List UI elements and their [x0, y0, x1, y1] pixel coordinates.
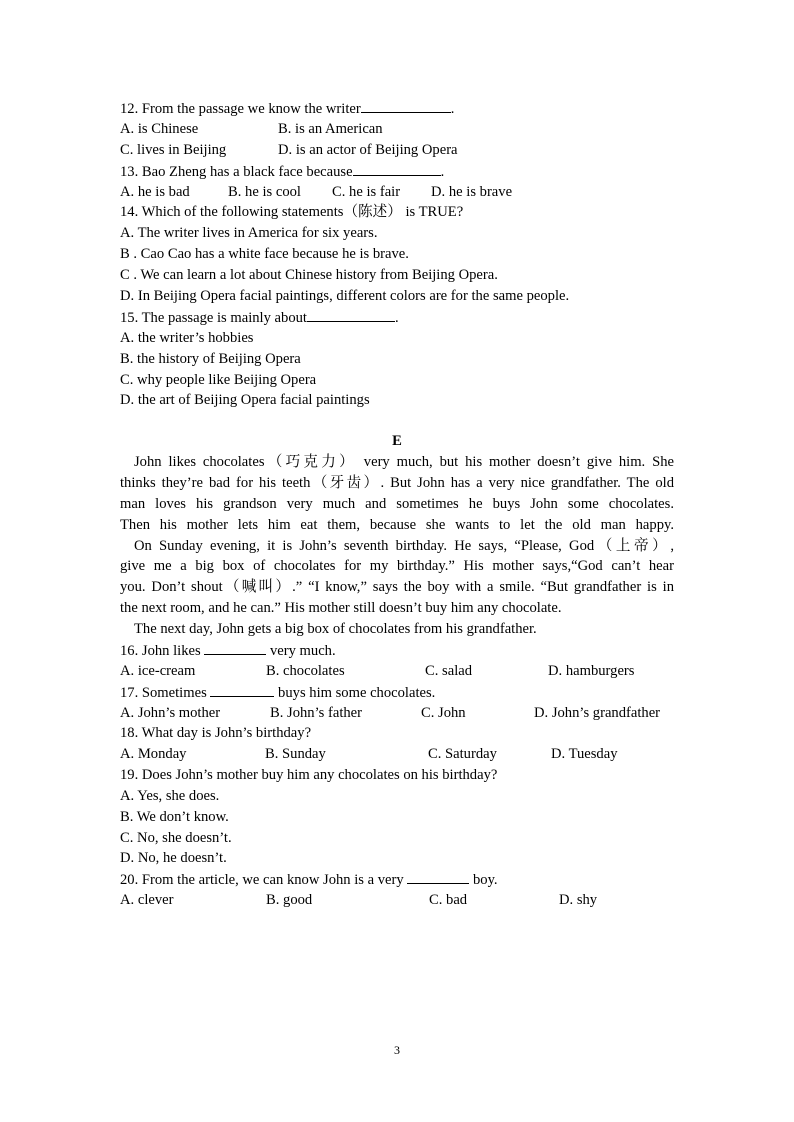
question-14-stem: 14. Which of the following statements（陈述） is TRUE? — [120, 204, 464, 220]
q17-option-c: C. John — [421, 705, 466, 721]
q18-option-c: C. Saturday — [428, 746, 497, 762]
q19-option-c: C. No, she doesn’t. — [120, 830, 232, 846]
passage-line: give me a big box of chocolates for my birthday.” His mother says,“God can’t hear — [120, 558, 674, 574]
q20-option-c: C. bad — [429, 892, 468, 908]
section-heading: E — [392, 433, 402, 449]
q15-option-b: B. the history of Beijing Opera — [120, 351, 301, 367]
passage-line: Then his mother lets him eat them, because she wants to let the old man happy. — [120, 517, 674, 533]
question-13-stem: 13. Bao Zheng has a black face because . — [120, 161, 444, 181]
answer-blank — [361, 98, 451, 113]
q16-option-a: A. ice-cream — [120, 663, 196, 679]
q16-option-d: D. hamburgers — [548, 663, 635, 679]
question-15-stem: 15. The passage is mainly about . — [120, 307, 399, 327]
q16-option-c: C. salad — [425, 663, 473, 679]
passage-line: you. Don’t shout（喊叫）.” “I know,” says the boy with a smile. “But grandfather is in — [120, 579, 674, 595]
q20-option-d: D. shy — [559, 892, 598, 908]
q12-option-a: A. is Chinese — [120, 121, 199, 137]
passage-line: John likes chocolates（巧克力） very much, but his mother doesn’t give him. She — [134, 454, 674, 470]
q16-option-b: B. chocolates — [266, 663, 345, 679]
q17-option-d: D. John’s grandfather — [534, 705, 661, 721]
question-12-stem: 12. From the passage we know the writer . — [120, 98, 454, 118]
q13-option-a: A. he is bad — [120, 184, 190, 200]
answer-blank — [407, 869, 469, 884]
q15-option-a: A. the writer’s hobbies — [120, 330, 254, 346]
q15-option-d: D. the art of Beijing Opera facial paintings — [120, 392, 370, 408]
passage-line: thinks they’re bad for his teeth（牙齿）. But John has a very nice grandfather. The old — [120, 475, 674, 491]
q14-option-a: A. The writer lives in America for six years. — [120, 225, 378, 241]
q12-option-b: B. is an American — [278, 121, 383, 137]
question-18-stem: 18. What day is John’s birthday? — [120, 725, 312, 741]
q17-option-b: B. John’s father — [270, 705, 363, 721]
q13-option-c: C. he is fair — [332, 184, 401, 200]
q18-option-b: B. Sunday — [265, 746, 326, 762]
page-number: 3 — [394, 1043, 400, 1057]
q12-option-c: C. lives in Beijing — [120, 142, 227, 158]
q20-option-a: A. clever — [120, 892, 174, 908]
q18-option-a: A. Monday — [120, 746, 187, 762]
q13-option-b: B. he is cool — [228, 184, 301, 200]
question-16-stem: 16. John likes very much. — [120, 640, 336, 660]
question-19-stem: 19. Does John’s mother buy him any chocolates on his birthday? — [120, 767, 498, 783]
q18-option-d: D. Tuesday — [551, 746, 618, 762]
answer-blank — [307, 307, 395, 322]
passage-line: man loves his grandson very much and sometimes he buys John some chocolates. — [120, 496, 674, 512]
q15-option-c: C. why people like Beijing Opera — [120, 372, 317, 388]
q19-option-b: B. We don’t know. — [120, 809, 229, 825]
q19-option-a: A. Yes, she does. — [120, 788, 220, 804]
answer-blank — [210, 682, 274, 697]
q14-option-c: C . We can learn a lot about Chinese history from Beijing Opera. — [120, 267, 498, 283]
answer-blank — [353, 161, 441, 176]
question-20-stem: 20. From the article, we can know John is a very boy. — [120, 869, 498, 889]
q13-option-d: D. he is brave — [431, 184, 513, 200]
q12-option-d: D. is an actor of Beijing Opera — [278, 142, 458, 158]
q19-option-d: D. No, he doesn’t. — [120, 850, 227, 866]
q20-option-b: B. good — [266, 892, 313, 908]
q14-option-b: B . Cao Cao has a white face because he is brave. — [120, 246, 409, 262]
passage-line: The next day, John gets a big box of chocolates from his grandfather. — [134, 621, 537, 637]
passage-line: On Sunday evening, it is John’s seventh birthday. He says, “Please, God（上帝）, — [134, 538, 674, 554]
question-17-stem: 17. Sometimes buys him some chocolates. — [120, 682, 435, 702]
q14-option-d: D. In Beijing Opera facial paintings, different colors are for the same people. — [120, 288, 570, 304]
passage-line: the next room, and he can.” His mother still doesn’t buy him any chocolate. — [120, 600, 562, 616]
answer-blank — [204, 640, 266, 655]
q17-option-a: A. John’s mother — [120, 705, 221, 721]
